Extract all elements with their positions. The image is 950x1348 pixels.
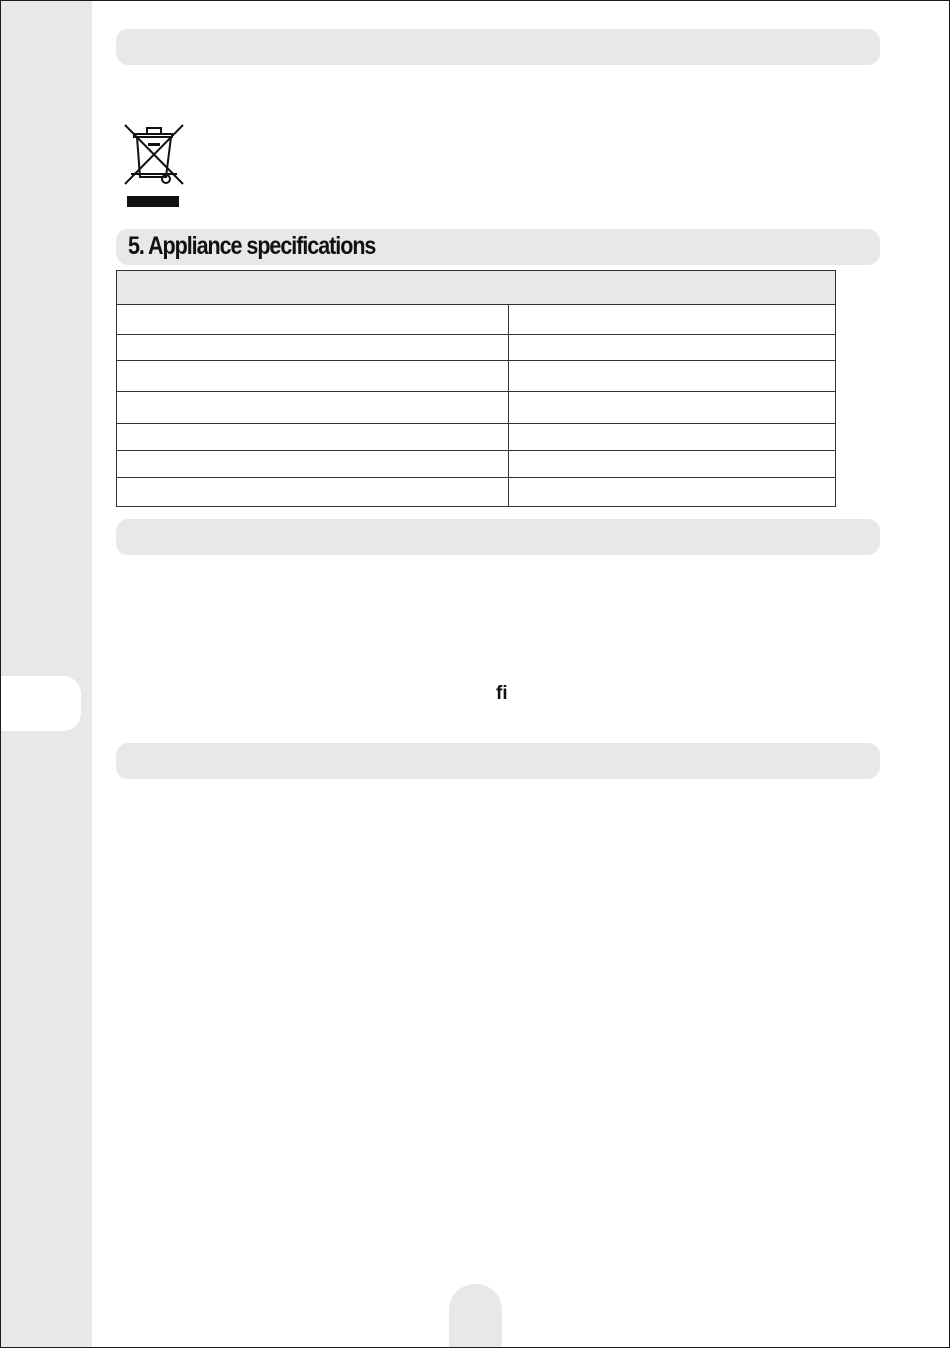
- table-row: [117, 478, 836, 507]
- section-bar-1: [116, 29, 880, 65]
- table-row: [117, 451, 836, 478]
- spec-value-cell: [509, 451, 836, 478]
- spec-label-cell: [117, 335, 509, 361]
- table-row: [117, 335, 836, 361]
- spec-label-cell: [117, 392, 509, 424]
- spec-table: [116, 270, 836, 507]
- section-bar-3: [116, 519, 880, 555]
- section-title-specifications: 5. Appliance specifications: [128, 232, 376, 260]
- side-thumb-tab: [1, 676, 81, 731]
- section-bar-specifications: [116, 229, 880, 265]
- spec-label-cell: [117, 305, 509, 335]
- weee-bin-icon: [123, 122, 185, 210]
- spec-value-cell: [509, 392, 836, 424]
- spec-value-cell: [509, 424, 836, 451]
- spec-value-cell: [509, 335, 836, 361]
- spec-table-header: [117, 271, 836, 305]
- table-row: [117, 305, 836, 335]
- spec-value-cell: [509, 361, 836, 392]
- spec-value-cell: [509, 478, 836, 507]
- spec-label-cell: [117, 451, 509, 478]
- spec-label-cell: [117, 424, 509, 451]
- spec-table-header-row: [117, 271, 836, 305]
- spec-label-cell: [117, 361, 509, 392]
- table-row: [117, 392, 836, 424]
- table-row: [117, 361, 836, 392]
- table-row: [117, 424, 836, 451]
- spec-value-cell: [509, 305, 836, 335]
- left-margin-band: [1, 1, 92, 1347]
- page-number-tab: [449, 1284, 502, 1348]
- fi-ligature-text: ﬁ: [496, 683, 508, 704]
- spec-label-cell: [117, 478, 509, 507]
- section-bar-4: [116, 743, 880, 779]
